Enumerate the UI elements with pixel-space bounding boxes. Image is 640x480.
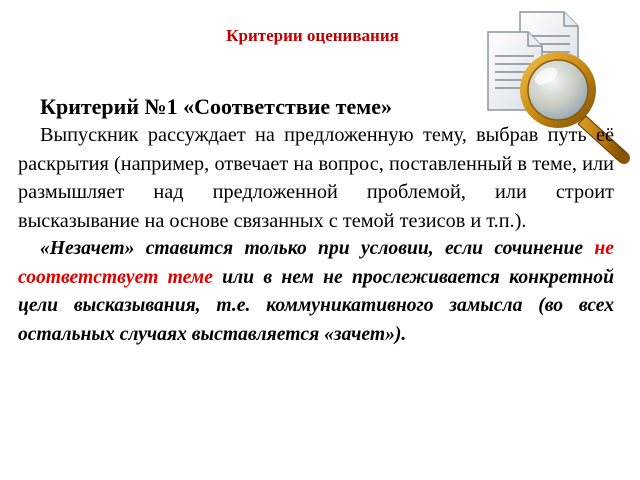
criterion-description: Выпускник рассуждает на предложенную тему, выбрав путь её раскрытия (например, отвечает на вопрос, поставленный в теме, или размышляет над предложенной проблемой, или строит высказывание на основе связанных с темой тезисов и т.п.).: [18, 124, 614, 232]
note-text-before: «Незачет» ставится только при условии, если сочинение: [40, 238, 595, 259]
criterion-note: [18, 235, 614, 349]
note-text-after: или в нем не прослеживается конкретной цели высказывания, т.е. коммуникативного замысла (во всех остальных случаях выставляется «зачет»).: [18, 266, 615, 345]
criterion-heading: Критерий №1 «Соответствие теме»: [40, 94, 392, 119]
note-highlight: не соответствует теме: [18, 238, 614, 288]
slide-title: Критерии оценивания: [226, 26, 399, 45]
criterion-block: [18, 93, 614, 349]
